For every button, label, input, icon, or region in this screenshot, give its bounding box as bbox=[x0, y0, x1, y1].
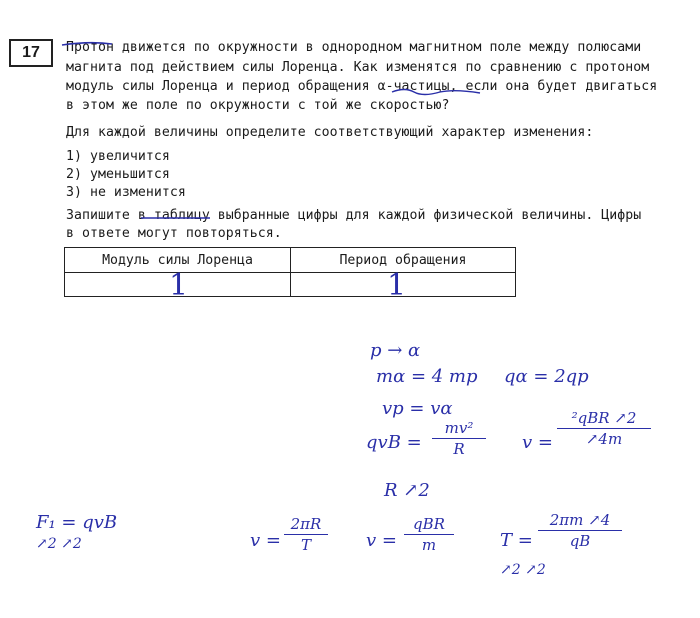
hw-velocity-eq-bar bbox=[557, 428, 651, 429]
hw-velocity-eq-num: ²qBR ↗2 bbox=[571, 409, 637, 427]
task-text-line-2: магнита под действием силы Лоренца. Как изменятся по сравнению с протоном bbox=[66, 60, 650, 75]
answer-period: 1 bbox=[387, 268, 407, 303]
hw-speed-field-fraction bbox=[404, 516, 454, 553]
task-text-line-1: Протон движется по окружности в однородном магнитном поле между полюсами bbox=[66, 40, 642, 55]
hw-velocity-eq-lhs: v = bbox=[522, 432, 553, 453]
hw-speed-field-bar bbox=[404, 534, 454, 535]
hw-period-eq-num: 2πm ↗4 bbox=[549, 511, 611, 529]
write-instruction-line-2: в ответе могут повторяться. bbox=[66, 226, 282, 241]
hw-charge-relation: qα = 2qp bbox=[504, 366, 589, 387]
hw-period-eq-bar bbox=[538, 530, 622, 531]
hw-mass-relation: mα = 4 mp bbox=[376, 366, 478, 387]
hw-period-arrows: ↗2 ↗2 bbox=[500, 562, 546, 578]
hw-radius-change: R ↗2 bbox=[384, 480, 430, 501]
answer-lorentz-force: 1 bbox=[169, 268, 189, 303]
hw-speed-period-fraction bbox=[284, 516, 328, 553]
hw-period-eq-den: qB bbox=[569, 532, 591, 550]
option-2: 2) уменьшится bbox=[66, 167, 170, 182]
header-lorentz-force: Модуль силы Лоренца bbox=[102, 252, 253, 268]
hw-period-eq-lhs: T = bbox=[500, 530, 533, 551]
hw-speed-period-den: T bbox=[300, 536, 311, 554]
hw-force-eq-den: R bbox=[453, 440, 465, 458]
hw-speed-field-lhs: v = bbox=[366, 530, 397, 551]
underline-alpha bbox=[392, 90, 480, 95]
write-instruction-line-1: Запишите в таблицу выбранные цифры для каждой физической величины. Цифры bbox=[66, 208, 642, 223]
task-text-line-3: модуль силы Лоренца и период обращения α-частицы, если она будет двигаться bbox=[66, 79, 658, 94]
option-3: 3) не изменится bbox=[66, 185, 186, 200]
hw-particle-change: p → α bbox=[370, 340, 421, 361]
hw-speed-field-den: m bbox=[421, 536, 437, 554]
hw-force-eq-bar bbox=[432, 438, 486, 439]
hw-lorentz-force-arrows: ↗2 ↗2 bbox=[36, 536, 82, 552]
hw-speed-field-num: qBR bbox=[413, 515, 445, 533]
hw-lorentz-force-formula: F₁ = qvB bbox=[36, 512, 118, 533]
underline-proton bbox=[62, 43, 112, 45]
task-text-line-4: в этом же поле по окружности с той же скоростью? bbox=[66, 98, 450, 113]
hw-velocity-eq-den: ↗4m bbox=[585, 430, 623, 448]
hw-velocity-eq-fraction bbox=[557, 410, 651, 447]
task-number: 17 bbox=[22, 44, 40, 61]
hw-period-eq-fraction bbox=[538, 512, 622, 549]
option-1: 1) увеличится bbox=[66, 149, 170, 164]
hw-speed-period-lhs: v = bbox=[250, 530, 281, 551]
hw-speed-period-num: 2πR bbox=[290, 515, 322, 533]
hw-velocity-relation: vp = vα bbox=[382, 398, 453, 419]
hw-force-eq-fraction bbox=[432, 420, 486, 457]
instruction-text: Для каждой величины определите соответствующий характер изменения: bbox=[66, 125, 594, 140]
header-period: Период обращения bbox=[339, 252, 467, 268]
hw-speed-period-bar bbox=[284, 534, 328, 535]
hw-force-eq-lhs: qvB = bbox=[366, 432, 422, 453]
hw-force-eq-num: mv² bbox=[444, 419, 474, 437]
